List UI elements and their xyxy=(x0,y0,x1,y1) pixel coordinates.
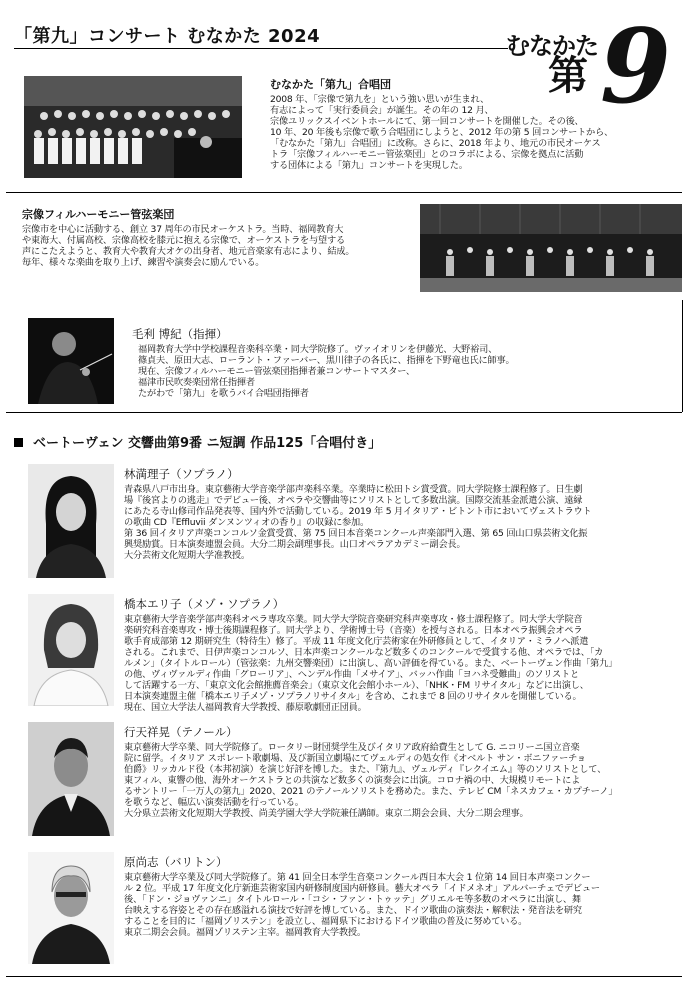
choir-line: トラ「宗像フィルハーモニー管弦楽団」とのコラボによる、宗像を拠点に活動 xyxy=(270,149,584,161)
mezzo-bio-line: 東京藝術大学音楽学部声楽科オペラ専攻卒業。同大学大学院音楽研究科声楽専攻・修士課程修了。同大学大学院音 xyxy=(124,614,583,625)
mezzo-bio-line: して活躍する一方、「東京文化会館推薦音楽会」（東京文化会館小ホール）、「NHK・FM リサイタル」などに出演し、 xyxy=(124,680,589,692)
choir-line: する団体による「第九」コンサートを実現した。 xyxy=(270,160,468,172)
choir-photo xyxy=(24,76,242,178)
tenor-bio-line: るサントリー「一万人の第九」2020、2021 のテノールソリストを務めた。また、テレビ CM「ネスカフェ・カプチーノ」 xyxy=(124,786,618,798)
tenor-name: 行天祥晃（テノール） xyxy=(124,725,238,739)
orchestra-line: 宗像市を中心に活動する、創立 37 周年の市民オーケストラ。当時、福岡教育大 xyxy=(22,224,344,235)
baritone-photo xyxy=(28,852,114,964)
conductor-line: 現在、宗像フィルハーモニー管弦楽団指揮者兼コンサートマスター、 xyxy=(138,366,415,378)
soprano-bio-line: 興奨励賞。日本演奏連盟会員。大分二期会副理事長。山口オペラアカデミー副会長。 xyxy=(124,539,466,551)
baritone-bio-line: ル 2 位。平成 17 年度文化庁新進芸術家国内研修制度国内研修員。藝大オペラ「イドメネオ」アルバーチェでデビュー xyxy=(124,883,600,895)
choir-title: むなかた「第九」合唱団 xyxy=(270,78,391,91)
baritone-bio-line: 東京二期会会員。福岡ゾリステン主宰。福岡教育大学教授。 xyxy=(124,927,366,939)
tenor-bio xyxy=(124,742,682,819)
section-divider xyxy=(6,412,682,413)
soprano-bio-line: 大分芸術文化短期大学准教授。 xyxy=(124,550,250,562)
tenor-bio-line: 院に留学。イタリア スポレート歌劇場、及び新国立劇場にてヴェルディの処女作《オベルト サン・ボニファーチョ xyxy=(124,753,586,765)
section-divider xyxy=(6,192,682,193)
choir-line: 宗像ユリックスイベントホールにて、第一回コンサートを開催した。その後、 xyxy=(270,116,584,128)
program-title-text: ベートーヴェン 交響曲第9番 ニ短調 作品125「合唱付き」 xyxy=(33,436,382,451)
conductor-line: たがわで「第九」を歌うバイ合唱団指揮者 xyxy=(138,388,309,400)
orchestra-line: 毎年、様々な楽曲を取り上げ、練習や演奏会に励んでいる。 xyxy=(22,257,265,269)
page-title: 「第九」コンサート むなかた 2024 xyxy=(14,26,321,47)
conductor-title: 毛利 博紀（指揮） xyxy=(132,327,228,341)
mezzo-soprano-bio xyxy=(124,614,682,713)
soprano-photo xyxy=(28,464,114,578)
baritone-bio xyxy=(124,872,682,938)
choir-text xyxy=(270,94,682,171)
orchestra-line: 声にこたえようと、教育大や教育大オケの出身者、地元音楽家有志により、結成。 xyxy=(22,246,355,258)
tenor-bio-line: 伯爵》リッカルド役（本邦初演）を演じ好評を博した。また、『第九』、ヴェルディ『レクイエム』等のソリストとして、 xyxy=(124,764,607,776)
choir-line: 10 年、20 年後も宗像で歌う合唱団にしようと、2012 年の第 5 回コンサートから、 xyxy=(270,127,614,139)
mezzo-soprano-photo xyxy=(28,594,114,706)
mezzo-soprano-name: 橋本エリ子（メゾ・ソプラノ） xyxy=(124,597,285,611)
soprano-name: 林満理子（ソプラノ） xyxy=(124,467,239,481)
mezzo-bio-line: の他、ヴィヴァルディ作曲「グローリア」、ヘンデル作曲「メサイア」、バッハ作曲「ヨハネ受難曲」のソリストと xyxy=(124,669,580,681)
mezzo-bio-line: ルメン」（タイトルロール）（管弦楽：九州交響楽団）に出演し、高い評価を得ている。また、ベートーヴェン作曲「第九」 xyxy=(124,658,618,670)
logo-nine-text: 9 xyxy=(600,7,671,127)
mezzo-bio-line: 歌手育成部第 12 期研究生（特待生）修了。平成 11 年度文化庁芸術家在外研修員として、イタリア・ミラノへ派遣 xyxy=(124,636,589,648)
mezzo-bio-line: 現在、国立大学法人福岡教育大学教授、藤原歌劇団正団員。 xyxy=(124,702,367,714)
tenor-photo xyxy=(28,722,114,836)
mezzo-bio-line: 日本演奏連盟主催「橋本エリ子メゾ・ソプラノリサイタル」を含め、これまで 8 回のリサイタルを開催している。 xyxy=(124,691,582,703)
soprano-bio-line: 青森県八戸市出身。東京藝術大学音楽学部声楽科卒業。卒業時に松田トシ賞受賞。同大学院修士課程修了。日生劇 xyxy=(124,484,583,495)
soprano-bio-line: 場『後宮よりの逃走』でデビュー後、オペラや交響曲等にソリストとして多数出演。国際交流基金派遣公演、遠縁 xyxy=(124,495,583,507)
baritone-bio-line: 後、「ドン・ジョヴァンニ」タイトルロール・「コシ・ファン・トゥッテ」グリエルモ等多数のオペラに出演し、舞 xyxy=(124,894,581,906)
orchestra-line: や東海大、付属高校、宗像高校を膝元に抱える宗像で、オーケストラを与望する xyxy=(22,235,345,247)
tenor-bio-line: 大分県立芸術文化短期大学教授、尚美学園大学大学院兼任講師。東京二期会会員、大分二期会理事。 xyxy=(124,808,529,820)
orchestra-text xyxy=(22,224,418,268)
footer-rule xyxy=(6,976,682,977)
baritone-bio-line: 台映えする容姿とその存在感溢れる演技で好評を博している。また、ドイツ歌曲の演奏法・解釈法・発音法を研究 xyxy=(124,905,582,917)
logo-munakata-text: むなかた xyxy=(506,32,598,60)
choir-line: 「むなかた「第九」合唱団」に改称。さらに、2018 年より、地元の市民オーケス xyxy=(270,138,601,150)
conductor-text xyxy=(138,344,668,399)
tenor-bio-line: を歌うなど、幅広い演奏活動を行っている。 xyxy=(124,797,304,809)
baritone-name: 原尚志（バリトン） xyxy=(124,855,228,869)
program-title xyxy=(14,432,381,451)
mezzo-bio-line: される。これまで、日伊声楽コンコルソ、日本声楽コンクールなど数多くのコンクールで受賞する他、オペラでは、「カ xyxy=(124,647,604,659)
baritone-bio-line: することを目的に「福岡ゾリステン」を設立し、福岡県下におけるドイツ歌曲の普及に努めている。 xyxy=(124,916,528,928)
conductor-line: 篠貞夫、原田大志、ローラント・ファーバー、黒川律子の各氏に、指揮を下野竜也氏に師事。 xyxy=(138,355,515,367)
choir-line: 有志によって「実行委員会」が誕生。その年の 12 月、 xyxy=(270,105,494,117)
tenor-bio-line: 東京藝術大学卒業、同大学院修了。ロータリー財団奨学生及びイタリア政府給費生として G. ニコリーニ国立音楽 xyxy=(124,742,580,753)
orchestra-photo xyxy=(420,204,682,292)
mezzo-bio-line: 楽研究科音楽専攻・博士後期課程修了。同大学より、学術博士号（音楽）を授与される。日本オペラ振興会オペラ xyxy=(124,625,583,637)
conductor-line: 福津市民吹奏楽団常任指揮者 xyxy=(138,377,255,389)
bullet-square-icon xyxy=(14,438,23,447)
logo-dai-text: 第 xyxy=(548,53,588,99)
soprano-bio-line: 第 36 回イタリア声楽コンコルソ金賞受賞、第 75 回日本音楽コンクール声楽部門入選、第 65 回山口県芸術文化振 xyxy=(124,528,588,540)
soprano-bio-line: の歌曲 CD『Effluvii ダンヌンツィオの香り』の収録に参加。 xyxy=(124,517,370,529)
header-rule xyxy=(14,48,508,49)
orchestra-title: 宗像フィルハーモニー管弦楽団 xyxy=(22,208,175,221)
conductor-line: 福岡教育大学中学校課程音楽科卒業・同大学院修了。ヴァイオリンを伊藤光、大野裕司、 xyxy=(138,344,498,355)
soprano-bio-line: にあたる寺山修司作品発表等、国内外で活動している。2019 年 5 月イタリア・ビトント市においてヴェストラウト xyxy=(124,506,592,518)
tenor-bio-line: 東フィル、東響の他、海外オーケストラとの共演など数多くの演奏会に出演。コロナ禍の中、大規模リモートによ xyxy=(124,775,581,787)
choir-line: 2008 年、「宗像で第九を」という強い思いが生まれ、 xyxy=(270,94,489,105)
conductor-rule xyxy=(682,300,683,412)
conductor-photo xyxy=(28,318,114,404)
soprano-bio xyxy=(124,484,682,561)
baritone-bio-line: 東京藝術大学卒業及び同大学院修了。第 41 回全日本学生音楽コンクール西日本大会 1 位第 14 回日本声楽コンクー xyxy=(124,872,591,883)
